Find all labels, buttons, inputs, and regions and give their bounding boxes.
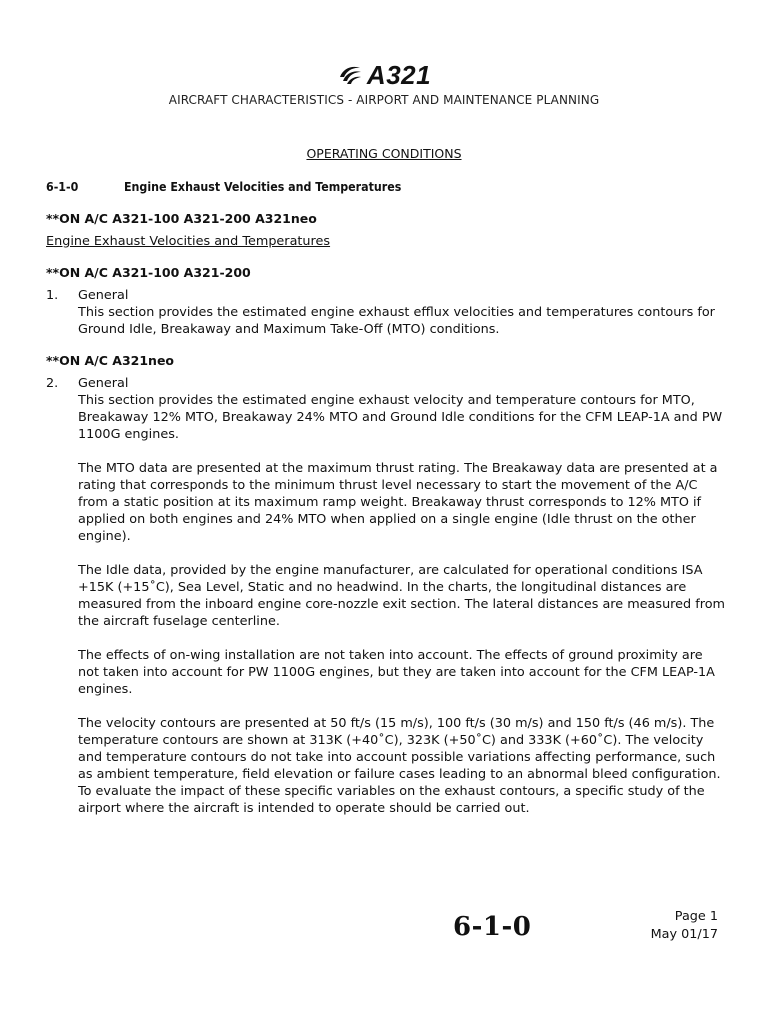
footer-page-info <box>651 908 718 944</box>
aircraft-model: A321 <box>366 59 432 90</box>
chapter-title: Engine Exhaust Velocities and Temperatures <box>124 180 402 194</box>
item-general-1 <box>46 287 726 338</box>
item-title: General <box>78 376 129 391</box>
topic-heading: Engine Exhaust Velocities and Temperatures <box>46 234 331 249</box>
effectivity-ceo: **ON A/C A321-100 A321-200 <box>46 265 251 280</box>
paragraph-mto-breakaway: The MTO data are presented at the maximum thrust rating. The Breakaway data are presented at a rating that corresponds to the minimum thrust level necessary to start the movement of the A/C from a static position at its maximum ramp weight. Breakaway thrust corresponds to 12% MTO if applied on both engines and 24% MTO when applied on a single engine (Idle thrust on the other engine). <box>78 461 718 544</box>
chapter-heading <box>46 179 726 196</box>
airbus-swirl-icon <box>337 63 363 87</box>
chapter-number: 6-1-0 <box>46 180 79 194</box>
item-index: 2. <box>46 376 59 391</box>
footer-chapter-code: 6-1-0 <box>453 912 532 942</box>
page-header <box>0 58 768 107</box>
document-subtitle: AIRCRAFT CHARACTERISTICS - AIRPORT AND MAINTENANCE PLANNING <box>168 93 600 107</box>
paragraph-installation-effects: The effects of on-wing installation are not taken into account. The effects of ground proximity are not taken into account for PW 1100G engines, but they are taken into account for the CFM LEAP-1A engines. <box>78 648 715 697</box>
page-number: Page 1 <box>674 909 718 924</box>
item-title: General <box>78 288 129 303</box>
section-title: OPERATING CONDITIONS <box>306 146 462 161</box>
item-general-2 <box>46 375 726 817</box>
paragraph-contours: The velocity contours are presented at 50 ft/s (15 m/s), 100 ft/s (30 m/s) and 150 ft/s (46 m/s). The temperature contours are shown at 313K (+40˚C), 323K (+50˚C) and 333K (+60˚C). The velocity and temperature contours do not take into account possible variations affecting performance, such as ambient temperature, field elevation or failure cases leading to an abnormal bleed configuration. To evaluate the impact of these specific variables on the exhaust contours, a specific study of the airport where the aircraft is intended to operate should be carried out. <box>78 716 721 816</box>
item-text: This section provides the estimated engine exhaust efflux velocities and temperatures contours for Ground Idle, Breakaway and Maximum Take-Off (MTO) conditions. <box>78 305 715 337</box>
item-index: 1. <box>46 288 59 303</box>
airbus-logo <box>337 58 431 92</box>
paragraph-idle-data: The Idle data, provided by the engine manufacturer, are calculated for operational conditions ISA +15K (+15˚C), Sea Level, Static and no headwind. In the charts, the longitudinal distances are measured from the inboard engine core-nozzle exit section. The lateral distances are measured from the aircraft fuselage centerline. <box>78 563 725 629</box>
effectivity-neo: **ON A/C A321neo <box>46 353 175 368</box>
revision-date: May 01/17 <box>650 927 718 942</box>
paragraph-overview: This section provides the estimated engine exhaust velocity and temperature contours for MTO, Breakaway 12% MTO, Breakaway 24% MTO and Ground Idle conditions for the CFM LEAP-1A and PW 1100G engines. <box>78 393 723 442</box>
effectivity-all: **ON A/C A321-100 A321-200 A321neo <box>46 211 317 226</box>
